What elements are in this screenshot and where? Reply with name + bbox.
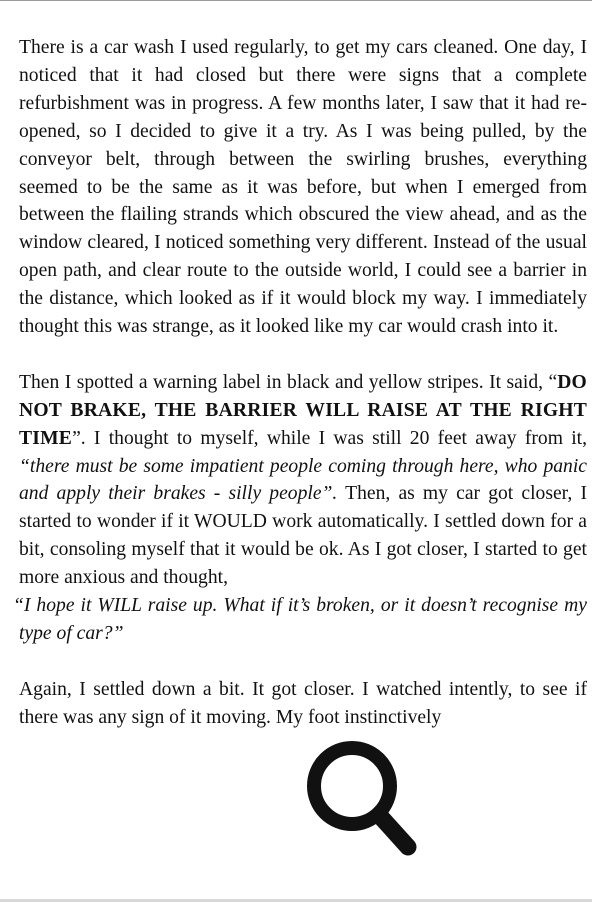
paragraph-1: There is a car wash I used regularly, to get my cars cleaned. One day, I noticed that it had closed but there were signs that a complete refurbishment was in progress. A few months later, I saw that it had re-opened, so I decided to give it a try. As I was being pulled, by the conveyor belt, through between the swirling brushes, everything seemed to be the same as it was before, but when I emerged from between the flailing strands which obscured the view ahead, and as the window cleared, I noticed something very different. Instead of the usual open path, and clear route to the outside world, I could see a barrier in the distance, which looked as if it would block my way. I immediately thought this was strange, as it looked like my car would crash into it. xyxy=(19,37,587,338)
magnifier-icon-graphic xyxy=(300,738,425,863)
warning-label-text: DO NOT BRAKE, THE BARRIER WILL RAISE AT THE RIGHT TIME xyxy=(19,371,587,449)
p2-intro: Then I spotted a warning label in black and yellow stripes. It said, “ xyxy=(19,371,558,393)
p2-middle: Then, as my car got closer, I started to wonder if it WOULD work automatically. I settled down for a bit, consoling myself that it would be ok. As I got closer, I started to get more anxious and thought, xyxy=(19,483,587,589)
top-border xyxy=(0,0,592,1)
p2-worry: “I hope it WILL raise up. What if it’s broken, or it doesn’t recognise my type of car?” xyxy=(13,595,587,645)
p2-thought: “there must be some impatient people coming through here, who panic and apply their brakes - silly people”. xyxy=(19,455,587,505)
paragraph-2 xyxy=(13,369,587,648)
magnifier-icon[interactable] xyxy=(300,738,425,863)
p2-after-warning: ”. I thought to myself, while I was still 20 feet away from it, xyxy=(72,427,587,449)
paragraph-3: Again, I settled down a bit. It got closer. I watched intently, to see if there was any sign of it moving. My foot instinctively xyxy=(19,678,587,728)
page-text xyxy=(13,34,587,760)
